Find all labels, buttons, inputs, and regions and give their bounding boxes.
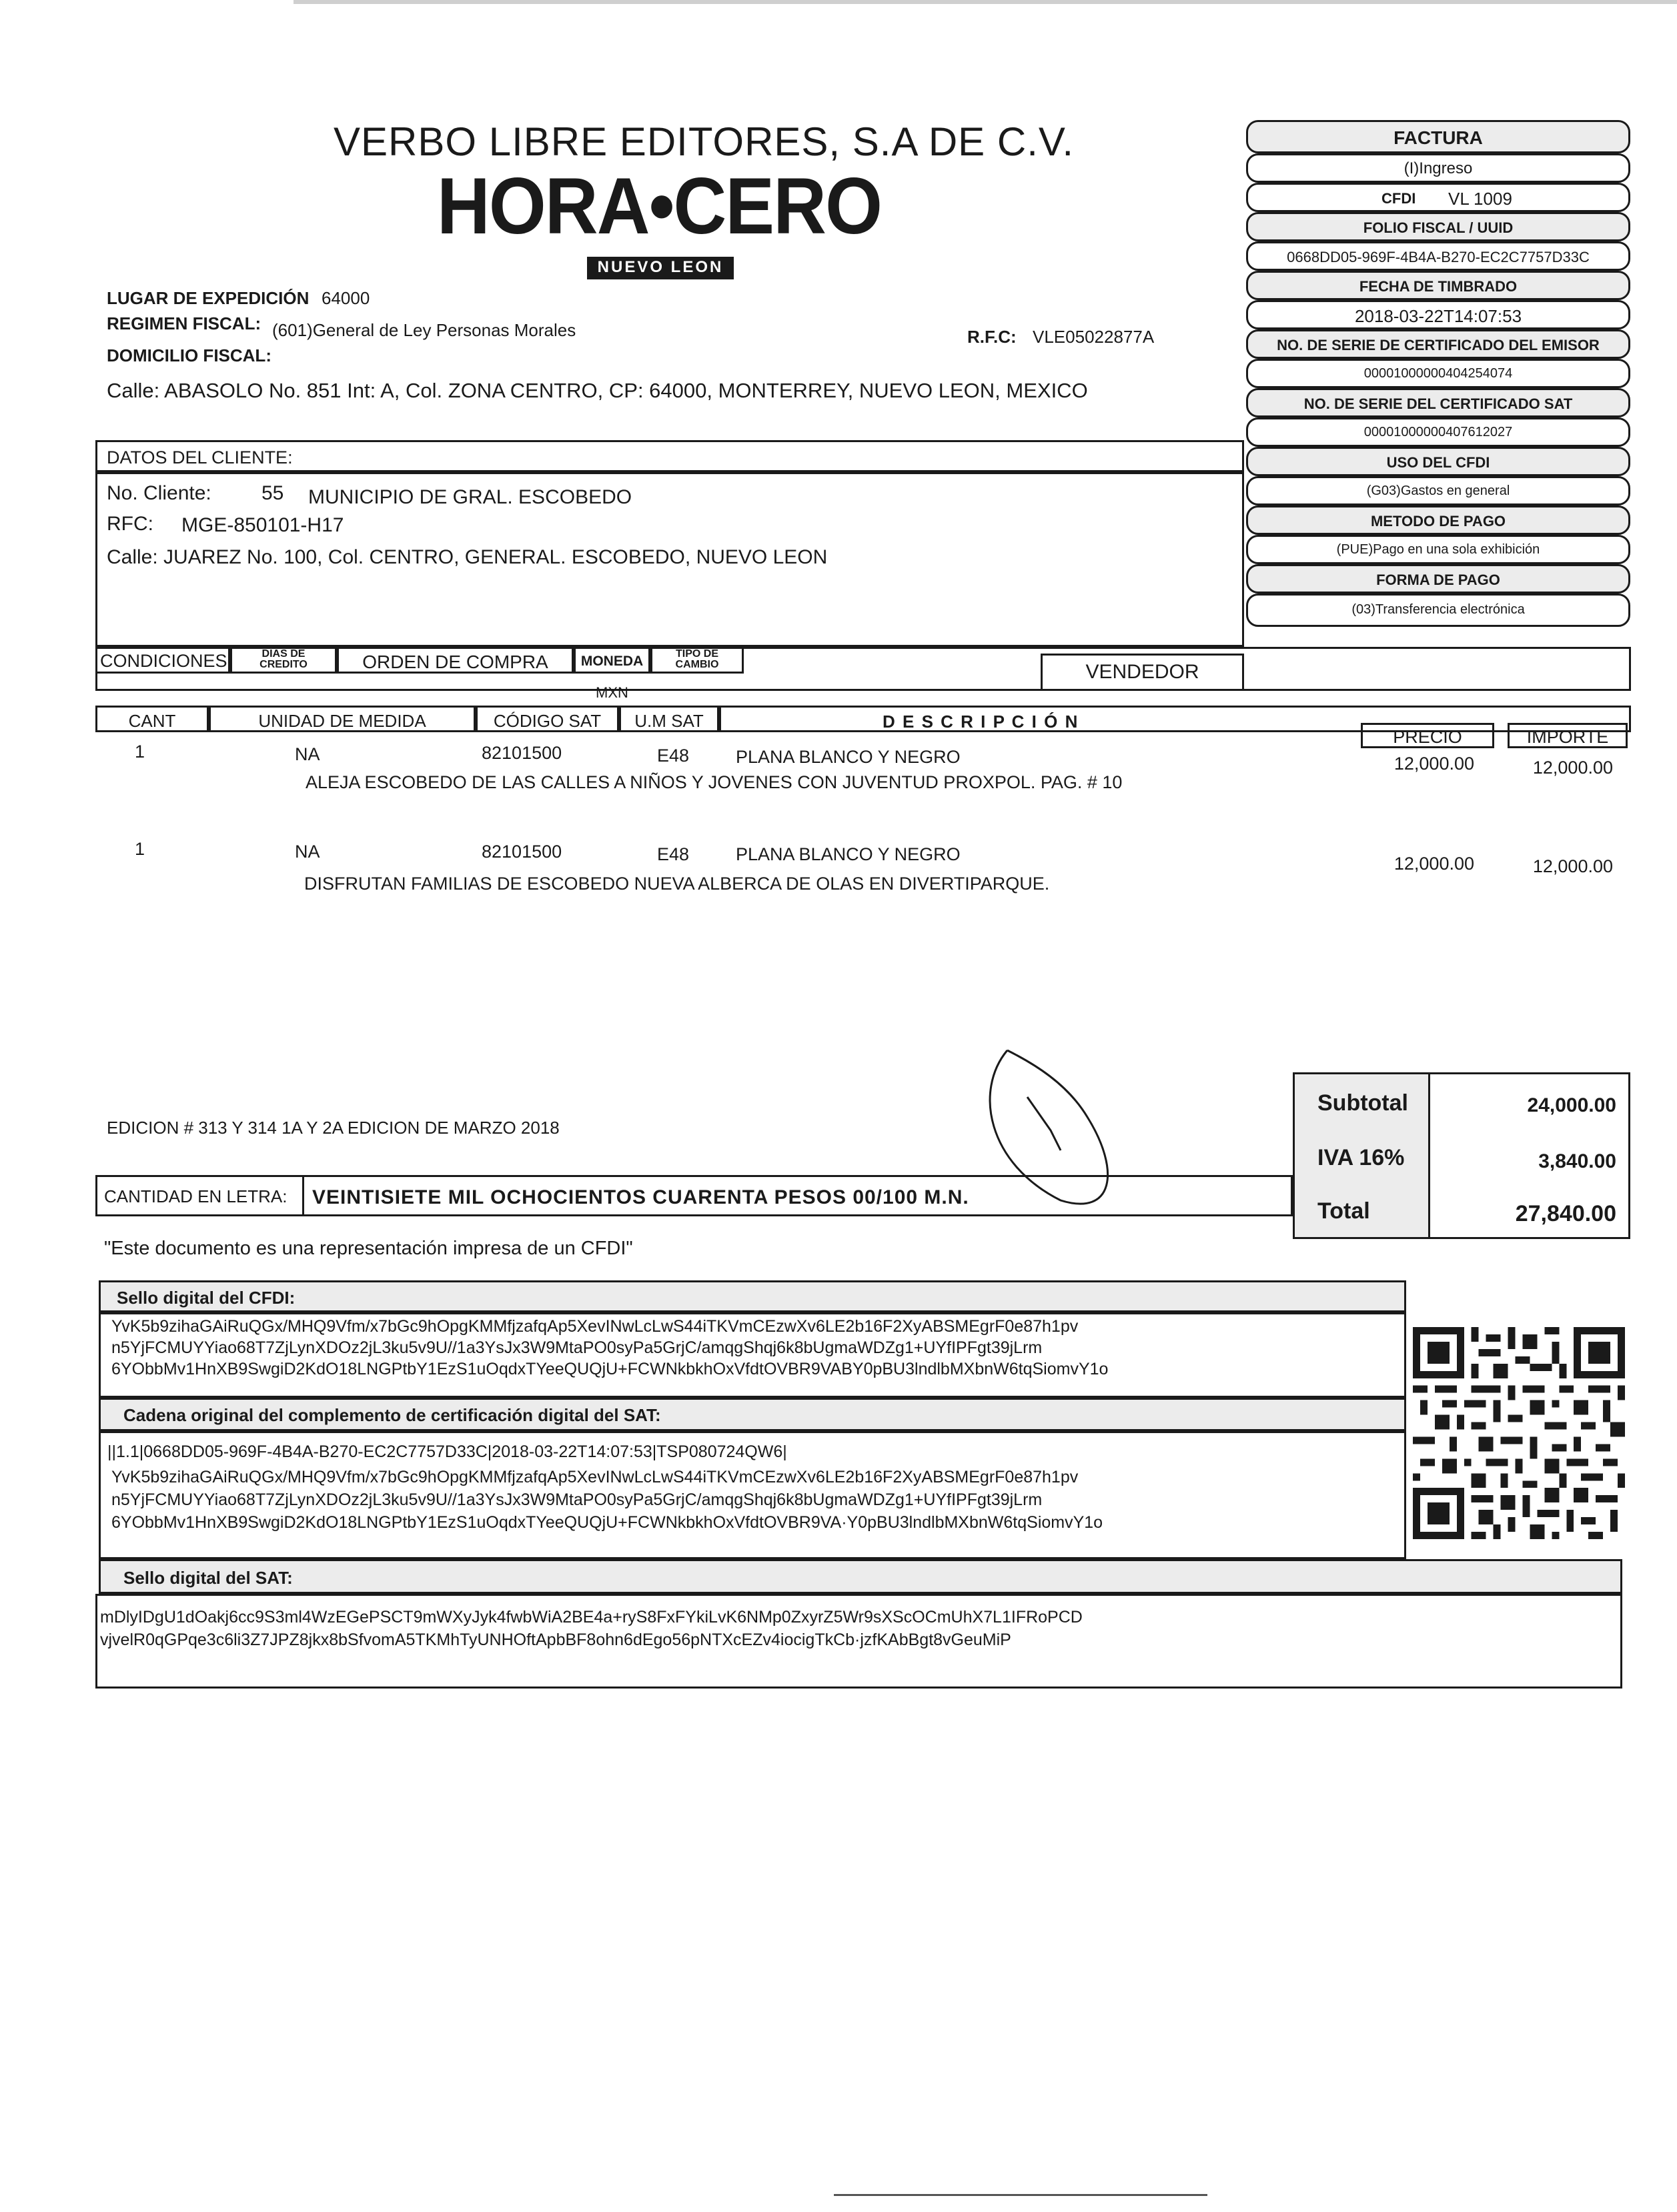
moneda-label: MONEDA — [580, 654, 644, 669]
item-um: E48 — [657, 844, 690, 864]
dias-credito-label-1: DIAS DE — [261, 648, 306, 660]
sello-cfdi-line: YvK5b9zihaGAiRuQGx/MHQ9Vfm/x7bGc9hOpgKMMfjzafqAp5XevINwLcLwS44iTKVmCEzwXv6LE2b16F2XyABSMEgrF0e87h1pv — [111, 1317, 1079, 1336]
sello-sat-body — [95, 1594, 1622, 1689]
forma-value-box — [1246, 594, 1630, 627]
total-value: 27,840.00 — [1515, 1201, 1616, 1226]
serie-emisor-label-box — [1246, 329, 1630, 359]
client-header-box — [95, 440, 1244, 472]
moneda-cell — [574, 647, 650, 674]
metodo-label-box — [1246, 505, 1630, 535]
rfc-label: R.F.C: — [967, 327, 1017, 347]
totals-divider — [1428, 1074, 1430, 1237]
scan-edge-top — [294, 0, 1677, 4]
col-codigo — [476, 706, 619, 732]
sello-cfdi-line: n5YjFCMUYYiao68T7ZjLynXDOz2jL3ku5v9U//1a3YsJx3W9MtaPO0syPa5GrjC/amqgShqj6k8bUgmaWDZg1+UYfIPFgt39jLrm — [111, 1338, 1043, 1357]
representation-note: "Este documento es una representación impresa de un CFDI" — [104, 1238, 633, 1259]
item-cant: 1 — [135, 839, 145, 859]
uso-label-box — [1246, 447, 1630, 476]
fecha-value-box — [1246, 300, 1630, 329]
serie-sat-label: NO. DE SERIE DEL CERTIFICADO SAT — [1303, 395, 1573, 412]
client-name: MUNICIPIO DE GRAL. ESCOBEDO — [308, 486, 632, 508]
scan-edge-bottom — [834, 2194, 1207, 2196]
tipo-cambio-label-2: CAMBIO — [675, 659, 719, 670]
orden-label: ORDEN DE COMPRA — [362, 652, 548, 672]
item-precio: 12,000.00 — [1393, 854, 1474, 874]
factura-box — [1246, 120, 1630, 153]
folio-label: FOLIO FISCAL / UUID — [1363, 219, 1514, 236]
table-row — [0, 839, 1677, 906]
cfdi-box — [1246, 183, 1630, 212]
uso-value-box — [1246, 476, 1630, 505]
company-name: VERBO LIBRE EDITORES, S.A DE C.V. — [334, 119, 1075, 164]
cadena-body — [99, 1431, 1406, 1559]
dias-credito-cell — [230, 647, 337, 674]
amount-words-label-cell — [97, 1177, 304, 1214]
iva-label: IVA 16% — [1317, 1145, 1405, 1170]
client-rfc-label: RFC: — [107, 513, 153, 535]
item-codigo: 82101500 — [482, 743, 562, 763]
item-descripcion: PLANA BLANCO Y NEGRO — [736, 844, 961, 864]
col-um-label: U.M SAT — [634, 711, 704, 731]
col-cant — [95, 706, 209, 732]
metodo-value: (PUE)Pago en una sola exhibición — [1336, 542, 1540, 557]
col-um — [619, 706, 719, 732]
factura-title: FACTURA — [1393, 127, 1483, 148]
subtotal-label: Subtotal — [1317, 1090, 1408, 1116]
sello-sat-line: mDlyIDgU1dOakj6cc9S3ml4WzEGePSCT9mWXyJyk4fwbWiA2BE4a+ryS8FxFYkiLvK6NMp0ZxyrZ5Wr9sXScOCmUhX7L1IFRoPCD — [100, 1608, 1083, 1626]
uso-label: USO DEL CFDI — [1386, 454, 1490, 471]
col-unidad — [209, 706, 476, 732]
client-no-value: 55 — [261, 482, 284, 504]
lugar-value: 64000 — [322, 288, 370, 308]
condiciones-cell — [95, 647, 230, 674]
totals-box — [1293, 1072, 1630, 1239]
client-section-label: DATOS DEL CLIENTE: — [107, 447, 293, 467]
client-rfc-value: MGE-850101-H17 — [181, 514, 344, 536]
logo-hora-cero: HORA•CERO — [437, 161, 882, 251]
sello-cfdi-label: Sello digital del CFDI: — [117, 1288, 296, 1308]
forma-label-box — [1246, 564, 1630, 594]
total-label: Total — [1317, 1198, 1370, 1224]
serie-emisor-label: NO. DE SERIE DE CERTIFICADO DEL EMISOR — [1277, 337, 1600, 353]
item-importe: 12,000.00 — [1532, 758, 1613, 778]
sello-cfdi-header — [99, 1280, 1406, 1312]
orden-cell — [337, 647, 574, 674]
sello-cfdi-line: 6YObbMv1HnXB9SwgiD2KdO18LNGPtbY1EzS1uOqdxTYeeQUQjU+FCWNkbkhOxVfdtOVBR9VABY0pBU3lndlbMXbnW6tqSiomvY1o — [111, 1360, 1109, 1378]
dias-credito-label-2: CREDITO — [259, 659, 308, 670]
logo-subtitle-bar — [587, 257, 734, 279]
regimen-label: REGIMEN FISCAL: — [107, 313, 261, 333]
tipo-box — [1246, 153, 1630, 183]
item-descripcion: PLANA BLANCO Y NEGRO — [736, 747, 961, 767]
domicilio-value: Calle: ABASOLO No. 851 Int: A, Col. ZONA CENTRO, CP: 64000, MONTERREY, NUEVO LEON, MEXICO — [107, 379, 1088, 402]
vendedor-label: VENDEDOR — [1085, 661, 1199, 683]
amount-words-label: CANTIDAD EN LETRA: — [104, 1186, 288, 1206]
folio-label-box — [1246, 212, 1630, 241]
fecha-value: 2018-03-22T14:07:53 — [1354, 306, 1522, 326]
item-unidad: NA — [295, 842, 320, 862]
sello-cfdi-body — [99, 1312, 1406, 1398]
sello-sat-line: vjvelR0qGPqe3c6li3Z7JPZ8jkx8bSfvomA5TKMhTyUNHOftApbBF8ohn6dEgo56pNTXcEZv4iocigTkCb·jzfKAbBgt8vGeuMiP — [100, 1630, 1011, 1649]
edicion-note: EDICION # 313 Y 314 1A Y 2A EDICION DE MARZO 2018 — [107, 1118, 560, 1138]
amount-words-box — [95, 1175, 1293, 1216]
col-unidad-label: UNIDAD DE MEDIDA — [258, 711, 426, 731]
domicilio-label: DOMICILIO FISCAL: — [107, 345, 271, 365]
metodo-label: METODO DE PAGO — [1370, 513, 1506, 529]
forma-value: (03)Transferencia electrónica — [1351, 602, 1525, 617]
client-body-box — [95, 472, 1244, 647]
fecha-label-box — [1246, 271, 1630, 300]
lugar-label: LUGAR DE EXPEDICIÓN — [107, 288, 310, 308]
tipo-cambio-label-1: TIPO DE — [675, 648, 718, 660]
logo-subtitle: NUEVO LEON — [597, 258, 724, 276]
client-no-label: No. Cliente: — [107, 482, 211, 504]
tipo-cambio-cell — [650, 647, 744, 674]
col-cant-label: CANT — [128, 711, 176, 731]
metodo-value-box — [1246, 535, 1630, 564]
amount-words-value: VEINTISIETE MIL OCHOCIENTOS CUARENTA PESOS 00/100 M.N. — [312, 1186, 969, 1208]
cadena-header — [99, 1398, 1406, 1431]
serie-sat-value-box — [1246, 417, 1630, 447]
table-row — [0, 739, 1677, 826]
uso-value: (G03)Gastos en general — [1366, 483, 1510, 498]
item-cant: 1 — [135, 742, 145, 762]
fiscal-info-panel — [1246, 120, 1630, 627]
sello-sat-label: Sello digital del SAT: — [123, 1568, 293, 1588]
serie-emisor-value: 00001000000404254074 — [1363, 366, 1513, 381]
qr-code-icon — [1413, 1327, 1625, 1539]
col-descripcion-label: D E S C R I P C I Ó N — [883, 712, 1079, 732]
item-detalle: DISFRUTAN FAMILIAS DE ESCOBEDO NUEVA ALBERCA DE OLAS EN DIVERTIPARQUE. — [304, 874, 1050, 894]
forma-label: FORMA DE PAGO — [1376, 572, 1500, 588]
item-unidad: NA — [295, 744, 320, 764]
subtotal-value: 24,000.00 — [1527, 1094, 1616, 1116]
col-importe-label: IMPORTE — [1526, 727, 1609, 747]
cfdi-label: CFDI — [1381, 190, 1416, 207]
condiciones-label: CONDICIONES — [100, 651, 227, 671]
serie-sat-label-box — [1246, 388, 1630, 417]
sello-sat-header — [99, 1559, 1622, 1594]
fecha-label: FECHA DE TIMBRADO — [1359, 278, 1518, 295]
folio-value: 0668DD05-969F-4B4A-B270-EC2C7757D33C — [1287, 249, 1590, 265]
vendedor-cell — [1041, 654, 1244, 691]
item-um: E48 — [657, 746, 690, 766]
tipo-comprobante: (I)Ingreso — [1404, 159, 1473, 177]
moneda-value: MXN — [596, 684, 628, 701]
cadena-label: Cadena original del complemento de certificación digital del SAT: — [123, 1405, 661, 1425]
item-detalle: ALEJA ESCOBEDO DE LAS CALLES A NIÑOS Y JOVENES CON JUVENTUD PROXPOL. PAG. # 10 — [306, 772, 1123, 792]
regimen-value: (601)General de Ley Personas Morales — [272, 320, 576, 340]
cadena-line: n5YjFCMUYYiao68T7ZjLynXDOz2jL3ku5v9U//1a3YsJx3W9MtaPO0syPa5GrjC/amqgShqj6k8bUgmaWDZg1+UYfIPFgt39jLrm — [111, 1490, 1043, 1509]
iva-value: 3,840.00 — [1538, 1150, 1616, 1172]
col-precio-label: PRECIO — [1393, 727, 1462, 747]
cadena-line: ||1.1|0668DD05-969F-4B4A-B270-EC2C7757D33C|2018-03-22T14:07:53|TSP080724QW6| — [107, 1442, 787, 1461]
folio-value-box — [1246, 241, 1630, 271]
rfc-value: VLE05022877A — [1033, 327, 1155, 347]
item-precio: 12,000.00 — [1393, 754, 1474, 774]
item-codigo: 82101500 — [482, 842, 562, 862]
cadena-line: YvK5b9zihaGAiRuQGx/MHQ9Vfm/x7bGc9hOpgKMMfjzafqAp5XevINwLcLwS44iTKVmCEzwXv6LE2b16F2XyABSMEgrF0e87h1pv — [111, 1468, 1079, 1486]
cfdi-folio: VL 1009 — [1448, 189, 1512, 209]
serie-sat-value: 00001000000407612027 — [1363, 425, 1513, 439]
serie-emisor-value-box — [1246, 359, 1630, 388]
col-codigo-label: CÓDIGO SAT — [493, 711, 602, 731]
item-importe: 12,000.00 — [1532, 856, 1613, 876]
client-address: Calle: JUAREZ No. 100, Col. CENTRO, GENERAL. ESCOBEDO, NUEVO LEON — [107, 546, 828, 568]
cadena-line: 6YObbMv1HnXB9SwgiD2KdO18LNGPtbY1EzS1uOqdxTYeeQUQjU+FCWNkbkhOxVfdtOVBR9VA·Y0pBU3lndlbMXbnW6tqSiomvY1o — [111, 1513, 1103, 1532]
